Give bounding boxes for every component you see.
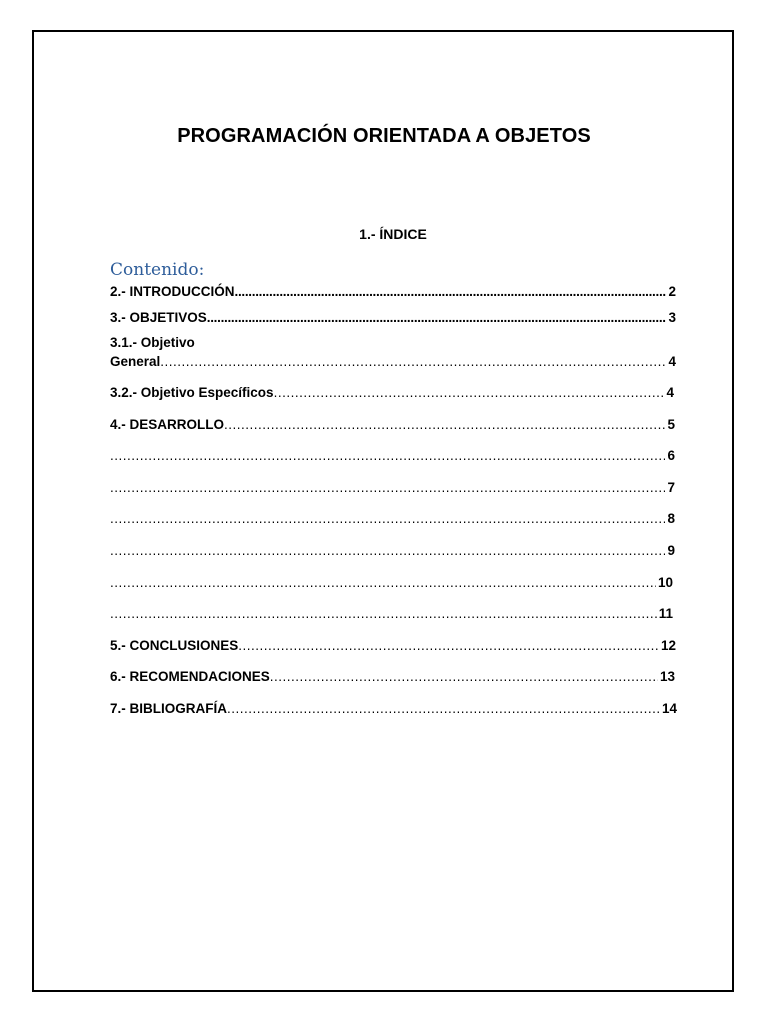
toc-leader: [110, 510, 665, 528]
toc-page-number: 11: [658, 606, 673, 621]
contents-label: Contenido:: [110, 260, 205, 280]
toc-entry-label: 5.- CONCLUSIONES: [110, 638, 239, 653]
toc-leader: [110, 479, 665, 497]
toc-leader: [238, 637, 659, 655]
toc-leader: [270, 668, 658, 686]
toc-page-number: 3: [668, 310, 676, 325]
toc-entry-page-7[interactable]: [110, 479, 675, 497]
toc-leader: [235, 283, 667, 301]
toc-page-number: 6: [667, 448, 675, 463]
toc-entry-label: 2.- INTRODUCCIÓN: [110, 284, 235, 299]
toc-page-number: 9: [667, 543, 675, 558]
toc-leader: [207, 309, 667, 327]
toc-page-number: 14: [661, 701, 677, 716]
toc-entry-page-6[interactable]: [110, 447, 675, 465]
toc-entry-desarrollo[interactable]: [110, 416, 675, 434]
toc-page-number: 12: [660, 638, 676, 653]
toc-page-number: 13: [659, 669, 675, 684]
toc-entry-label-line1: 3.1.- Objetivo: [110, 335, 195, 350]
toc-entry-page-11[interactable]: [110, 605, 673, 623]
toc-page-number: 4: [668, 354, 676, 369]
toc-entry-label: 7.- BIBLIOGRAFÍA: [110, 701, 227, 716]
toc-leader: [110, 605, 657, 623]
toc-entry-objetivos[interactable]: [110, 309, 676, 327]
toc-entry-conclusiones[interactable]: [110, 637, 676, 655]
toc-entry-label: General: [110, 354, 161, 369]
toc-leader: [110, 574, 656, 592]
toc-page-number: 7: [667, 480, 675, 495]
toc-leader: [110, 447, 665, 465]
toc-entry-page-8[interactable]: [110, 510, 675, 528]
toc-entry-label: 3.- OBJETIVOS: [110, 310, 207, 325]
toc-page-number: 5: [667, 417, 675, 432]
toc-entry-label: 6.- RECOMENDACIONES: [110, 669, 270, 684]
toc-page-number: 8: [667, 511, 675, 526]
toc-entry-page-10[interactable]: [110, 574, 673, 592]
toc-entry-objetivo-general[interactable]: [110, 353, 676, 371]
toc-entry-recomendaciones[interactable]: [110, 668, 675, 686]
toc-page-number: 4: [666, 385, 674, 400]
toc-entry-page-9[interactable]: [110, 542, 675, 560]
toc-entry-objetivo-especificos[interactable]: [110, 384, 674, 402]
toc-leader: [110, 542, 665, 560]
toc-page-number: 10: [657, 575, 673, 590]
toc-leader: [274, 384, 665, 402]
toc-entry-introduccion[interactable]: [110, 283, 676, 301]
toc-leader: [160, 353, 666, 371]
toc-leader: [227, 700, 660, 718]
toc-entry-label: 4.- DESARROLLO: [110, 417, 225, 432]
toc-entry-label: 3.2.- Objetivo Específicos: [110, 385, 274, 400]
index-heading: 1.- ÍNDICE: [359, 226, 427, 242]
document-title: PROGRAMACIÓN ORIENTADA A OBJETOS: [177, 125, 591, 147]
toc-entry-bibliografia[interactable]: [110, 700, 677, 718]
toc-leader: [224, 416, 665, 434]
toc-page-number: 2: [668, 284, 676, 299]
